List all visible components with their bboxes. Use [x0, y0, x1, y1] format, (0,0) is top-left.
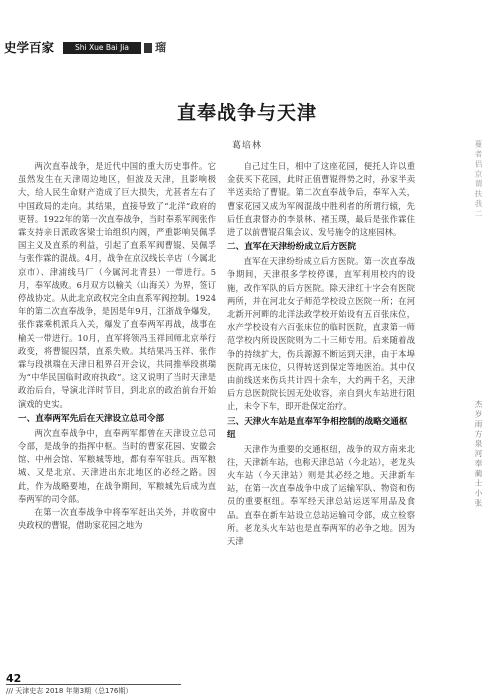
footer-divider [6, 684, 181, 685]
section-pinyin: Shi Xue Bai Jia [63, 42, 141, 54]
paragraph: 自己过生日，相中了这座花园，便托人许以重金获买下花园，此时正值曹锟得势之时，孙家半卖半送卖给了曹锟。第二次直奉战争后，奉军入关，曹家花园又成为军阀混战中胜利者的所谓行辕，先后任直隶督办的李景林、褚玉璞，最后是张作霖住进了以前曹锟召集会议、发号施令的这座园林。 [227, 161, 415, 238]
header-block-mark [144, 43, 152, 53]
section-heading: 三、天津火车站是直奉军争相控制的战略交通枢纽 [227, 416, 408, 440]
journal-issue: /// 天津史志 2018 年第3期（总176期） [6, 687, 133, 695]
paragraph: 两次直奉战争，是近代中国的重大历史事件。它虽然发生在天津周边地区，但波及天津，且影响极大，给人民生命财产造成了巨大损失，尤甚者左右了中国政局的走向。其结果，直接导致了“北洋”政府的更替。1922年的第一次直奉战争，当时奉系军阀张作霖支持亲日派政客梁士诒组织内阁，严重影响吴佩孚国主义及直系的利益，引起了直系军阀曹锟、吴佩孚与张作霖的混战。4月，战争在京汉线长辛店（今属北京市）、津浦线马厂（今属河北青县）一带进行。5月，奉军战败。6月双方以榆关（山海关）为界，签订停战协定。从此北京政权完全由直系军阀控制。1924年的第二次直奉战争，是因是年9月，江浙战争爆发，张作霖乘机派兵入关，爆发了直奉两军再战，战事在榆关一带进行。10月，直军将领冯玉祥回师北京举行政变，将曹锟囚禁，直系失败。其结果冯玉祥、张作霖与段祺瑞在天津日租界召开会议，共同推举段祺瑞为“中华民国临时政府执政”。这又说明了当时天津是政治后台，导演北洋时节目，到北京的政治前台开始演戏的史实。 [18, 161, 216, 409]
section-heading: 一、直奉两军先后在天津设立总司令部 [18, 413, 165, 424]
paragraph: 直军在天津纷纷成立后方医院。第一次直奉战争期间，天津很多学校停课，直军利用校内的设施，改作军队的后方医院。除天津红十字会有医院两所，并在河北女子师范学校设立医院一所；在河北新开河畔的北洋法政学校开始设有五百张床位，水产学校设有六百张床位的临时医院，直隶第一师范学校内所设医院则为二十三师专用。后来随着战争的持续扩大，伤兵源源不断运到天津，由于本埠医院再无床位，只得转送到保定等地医治。其中仅由前线送来伤兵共计四十余车，大约两千名，天津后方总医院院长因无处收容，亲自到火车站进行阻止，未令下车，即开赴保定治疗。 [227, 256, 415, 412]
page-number: 42 [6, 672, 22, 685]
section-heading: 二、直军在天津纷纷成立后方医院 [227, 242, 356, 253]
paragraph: 两次直奉战争中，直奉两军都曾在天津设立总司令部，是战争的指挥中枢。当时的曹家花园、安徽会馆、中州会馆、军粮城等地，都有奉军驻兵。西军粮城、又是北京、天津进出东北地区的必经之路。因此，作为战略要地，在战争期间，军粮城先后成为直奉两军的司令部。 [18, 427, 216, 504]
article-author: 葛培林 [231, 141, 262, 151]
right-column [227, 160, 415, 665]
side-margin-text-upper: 蔓 者 侣 京 谓 扶 我 二 [474, 140, 483, 217]
paragraph: 在第一次直奉战争中将奉军赶出关外，并收窗中央政权的曹锟，借助家花园之地为 [18, 507, 216, 531]
side-margin-text-lower: 杰 岁 雨 方 泉 河 奉 蔺 士 小 张 [474, 400, 483, 507]
section-brand: 史学百家 [4, 40, 55, 55]
journal-header [0, 40, 175, 56]
article-title: 直奉战争与天津 [176, 102, 317, 124]
header-corner-text: 瑠 [155, 41, 166, 54]
paragraph: 天津作为重要的交通枢纽，战争的双方南来北往，天津新车站，也称天津总站（今北站），老龙头火车站（今天津站）则是其必经之地。天津新车站，在第一次直奉战争中成了运输军队、物资和伤员的重要枢纽。奉军经天津总站运送军用品及食品。直奉在新车站设立总站运输司令部，成立检察所。老龙头火车站也是直奉两军的必争之地。因为天津 [227, 443, 415, 547]
left-column [18, 160, 216, 665]
